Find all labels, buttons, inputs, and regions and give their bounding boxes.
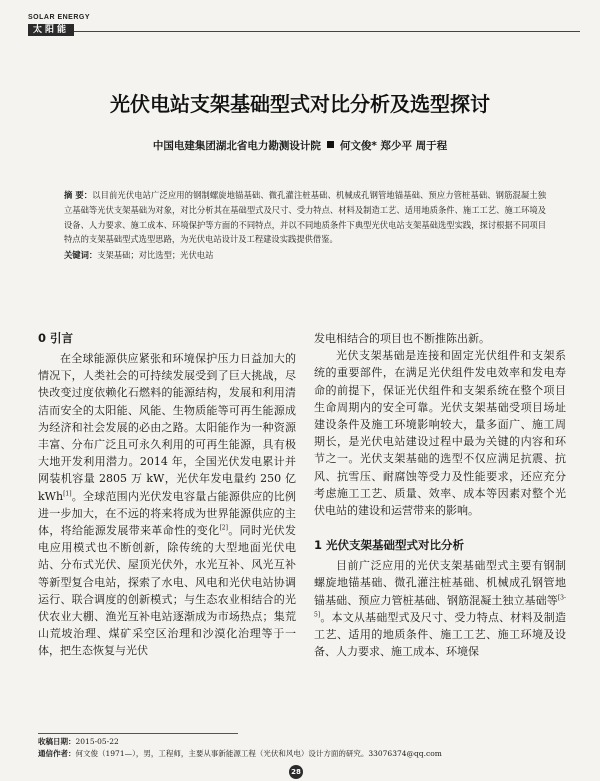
left-column [38, 330, 296, 660]
author-names: 何文俊* 郑少平 周于程 [339, 140, 448, 152]
section-heading-comparison: 1 光伏支架基础型式对比分析 [314, 538, 465, 553]
keywords-paragraph [64, 248, 546, 263]
section-heading-intro: 0 引言 [38, 331, 74, 345]
abstract-text: 以目前光伏电站广泛应用的钢制螺旋地锚基础、微孔灌注桩基础、机械成孔钢管地锚基础、预应力管桩基础、钢筋混凝土独立基础等光伏支架基础为对象，对比分析其在基础型式及尺寸、受力特点、材料及制造工艺、适用地质条件、施工工艺、施工环境及设备、人力要求、施工成本、环境保护等方面的不同特点，并以不同地质条件下典型光伏电站支架基础选型实践，探讨根据不同项目特点的支架基础型式选型思路，为光伏电站设计及工程建设实践提供借鉴。 [64, 190, 546, 245]
footnote-divider [38, 733, 238, 734]
received-label: 收稿日期： [38, 737, 76, 746]
author-note-label: 通信作者： [38, 749, 76, 758]
intro-text-b: 。全球范围内光伏发电容量占能源供应的比例进一步加大，在不远的将来将成为世界能源供应的主体，将给能源发展带来革命性的变化 [38, 489, 296, 538]
received-value: 2015-05-22 [75, 737, 119, 746]
citation-3-5: [3-5] [314, 593, 566, 619]
keywords-text: 支架基础；对比选型；光伏电站 [97, 250, 214, 261]
separator-square-icon [327, 141, 334, 148]
author-line [0, 138, 600, 153]
citation-1: [1] [63, 489, 72, 497]
support-foundation-paragraph: 光伏支架基础是连接和固定光伏组件和支架系统的重要部件，在满足光伏组件发电效率和发电寿命的前提下，保证光伏组件和支架系统在整个项目生命周期内的安全可靠。光伏支架基础受项目场址建设条件及施工环境影响较大，量多面广、施工周期长，是光伏电站建设过程中最为关键的内容和环节之一。光伏支架基础的选型不仅应满足抗震、抗风、抗雪压、耐腐蚀等受力及性能要求，还应充分考虑施工工艺、质量、效率、成本等因素对整个光伏电站的建设和运营带来的影响。 [314, 349, 566, 518]
comparison-text-a: 目前广泛应用的光伏支架基础型式主要有钢制螺旋地锚基础、微孔灌注桩基础、机械成孔钢管地锚基础、预应力管桩基础、钢筋混凝土独立基础等 [314, 559, 566, 607]
intro-paragraph [38, 350, 296, 660]
received-date [38, 737, 119, 747]
author-note-text: 何文俊（1971—），男，工程师，主要从事新能源工程（光伏和风电）设计方面的研究。33076374@qq.com [75, 749, 442, 758]
comparison-paragraph [314, 557, 566, 660]
intro-text-a: 在全球能源供应紧张和环境保护压力日益加大的情况下，人类社会的可持续发展受到了巨大挑战，尽快改变过度依赖化石燃料的能源结构，发展和利用清洁而安全的太阳能、风能、生物质能等可再生能源成为经济和社会发展的必由之路。太阳能作为一种资源丰富、分布广泛且可永久利用的可再生能源，具有极大地开发利用潜力。2014 年，全国光伏发电累计并网装机容量 2805 万 kW，光伏年发电量约 250 亿 kWh [38, 352, 296, 503]
abstract-block [64, 188, 546, 263]
journal-name-en: SOLAR ENERGY [28, 14, 91, 21]
keywords-label: 关键词： [64, 250, 98, 261]
abstract-label: 摘 要： [64, 190, 93, 200]
right-column [314, 330, 566, 660]
header-divider [74, 31, 580, 32]
page-number: 28 [289, 765, 303, 779]
continued-paragraph: 发电相结合的项目也不断推陈出新。 [314, 332, 490, 345]
citation-2: [2] [219, 524, 228, 532]
journal-name-cn: 太阳能 [28, 24, 74, 36]
author-note [38, 749, 442, 759]
comparison-text-b: 。本文从基础型式及尺寸、受力特点、材料及制造工艺、适用的地质条件、施工工艺、施工环境及设备、人力要求、施工成本、环境保 [314, 610, 566, 659]
abstract-paragraph [64, 188, 546, 247]
affiliation: 中国电建集团湖北省电力勘测设计院 [152, 140, 321, 152]
intro-text-c: 。同时光伏发电应用模式也不断创新，除传统的大型地面光伏电站、分布式光伏、屋顶光伏外，水光互补、风光互补等新型复合电站，探索了水电、风电和光伏电站协调运行、联合调度的创新模式；与生态农业相结合的光伏农业大棚、渔光互补电站逐渐成为市场热点；集荒山荒坡治理、煤矿采空区治理和沙漠化治理等于一体，把生态恢复与光伏 [38, 524, 296, 658]
article-title: 光伏电站支架基础型式对比分析及选型探讨 [110, 92, 490, 116]
